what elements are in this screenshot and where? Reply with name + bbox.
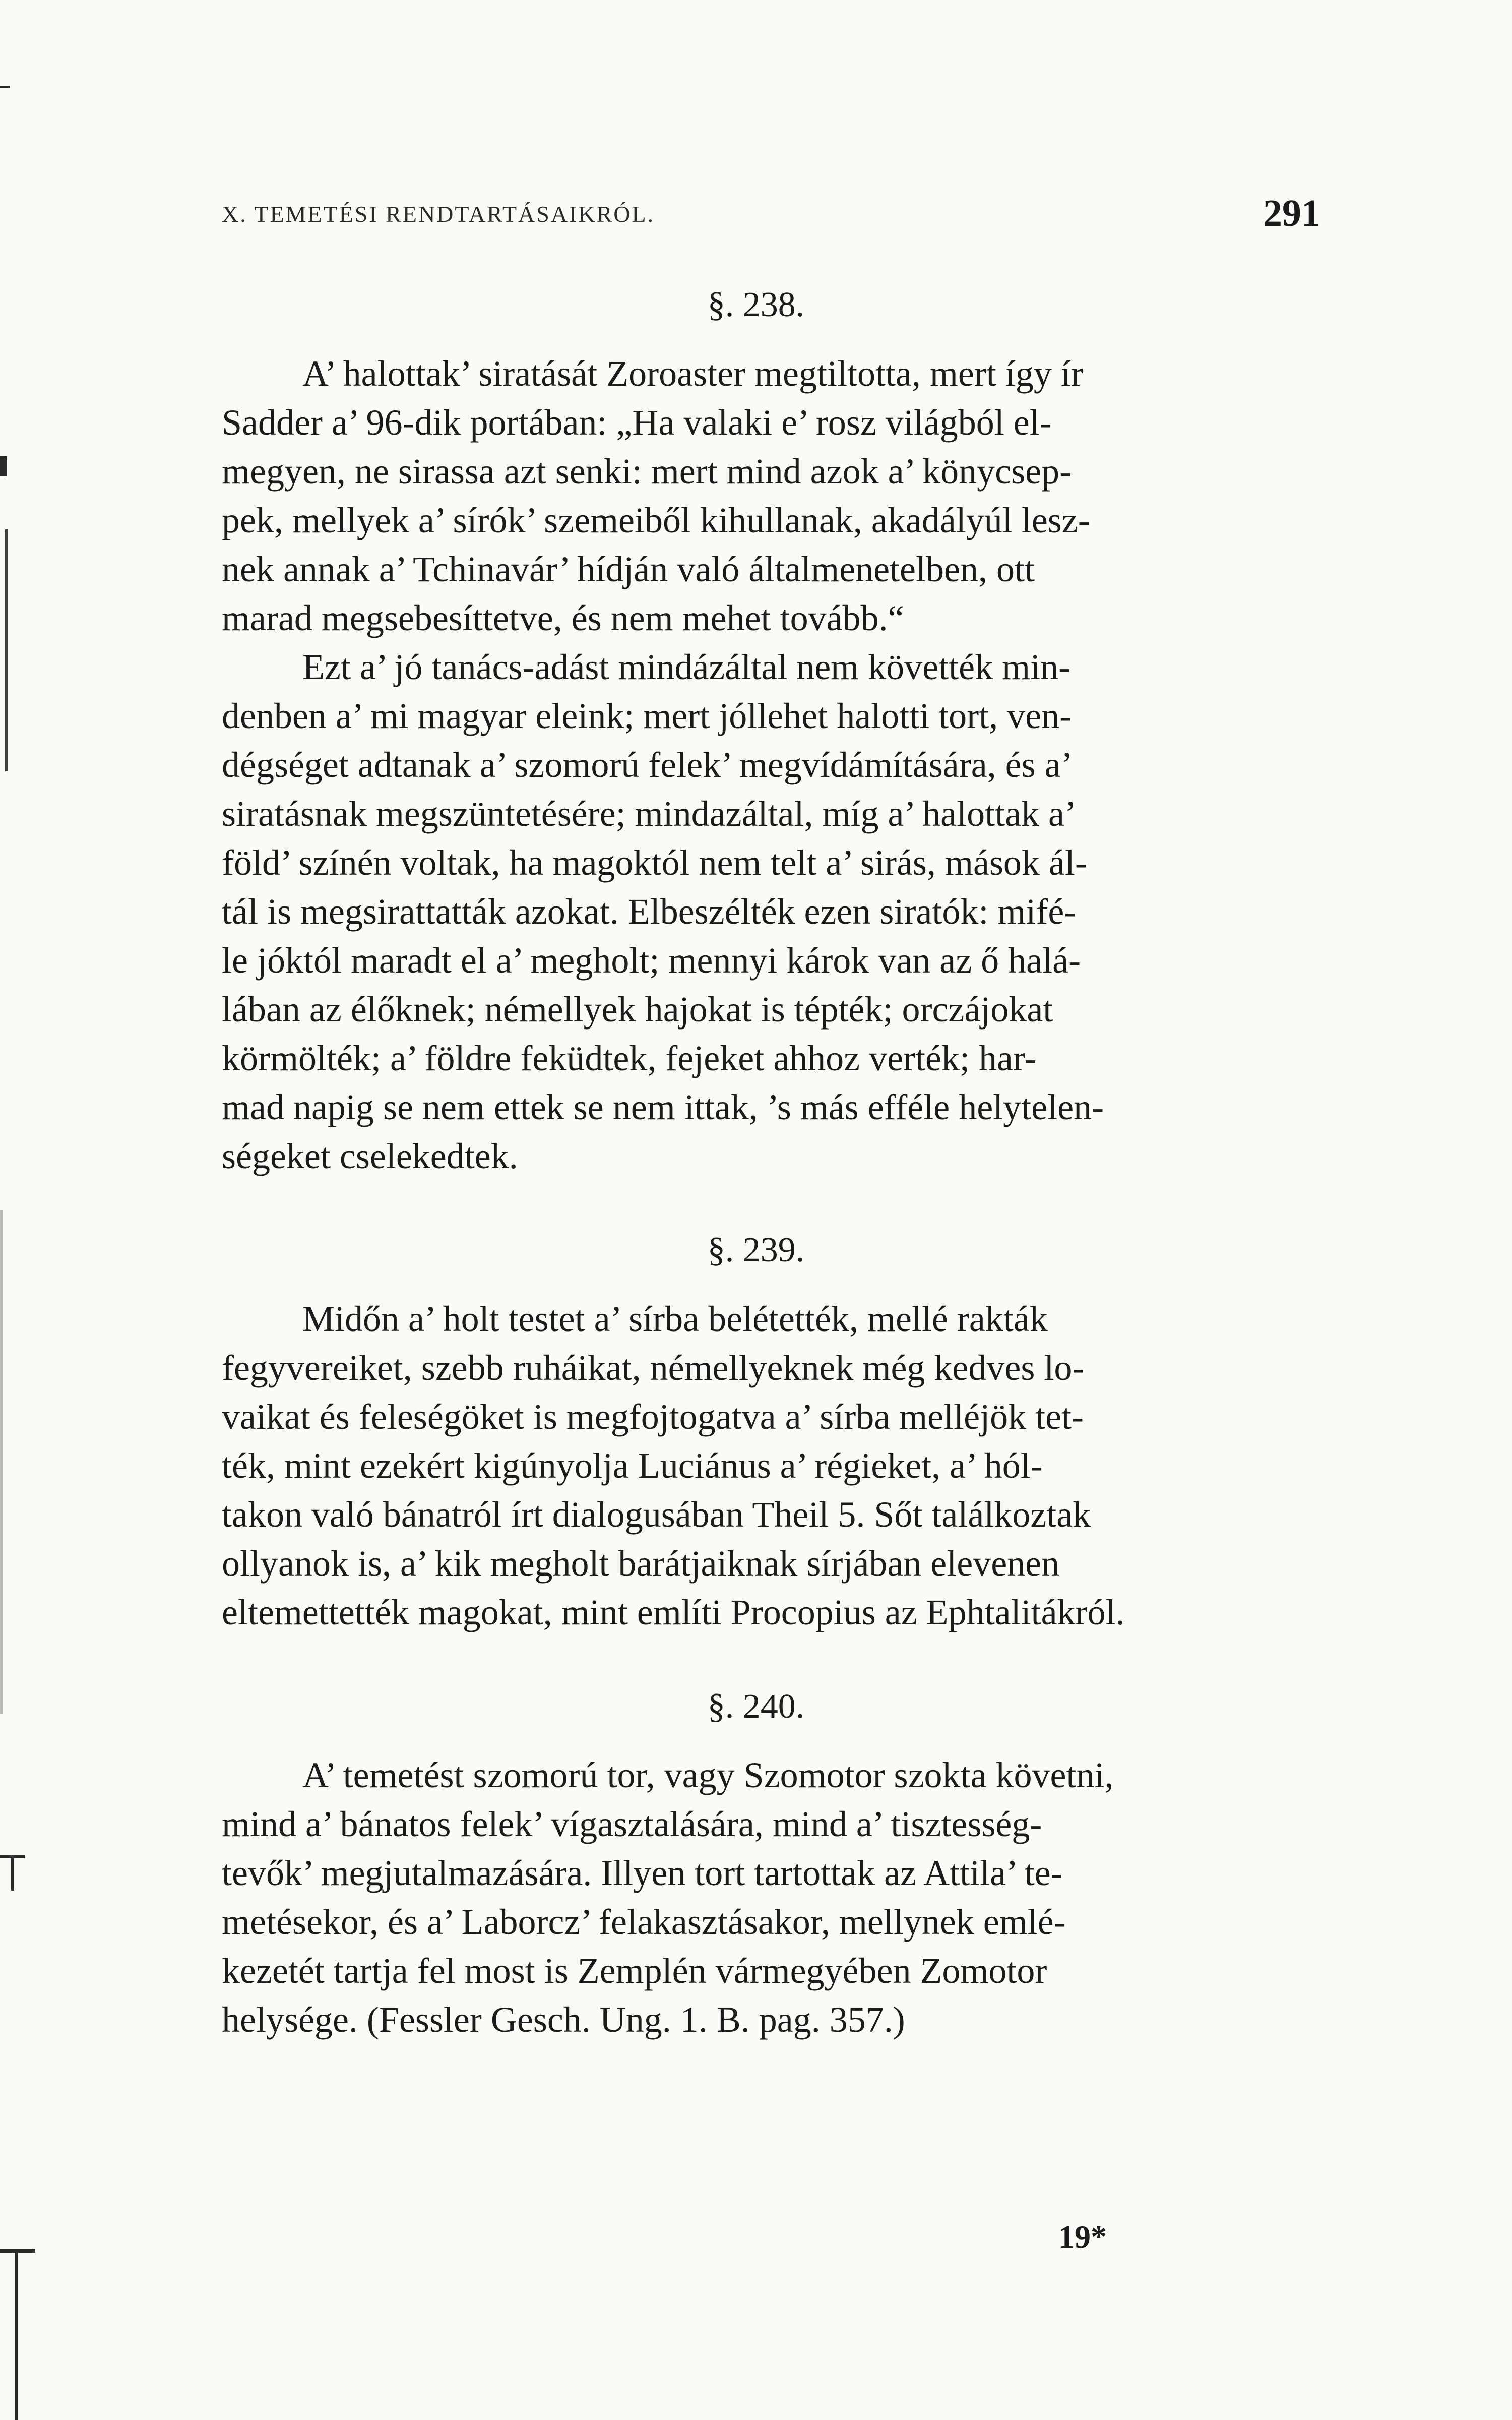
section-title: §. 240.	[707, 1687, 805, 1726]
scan-edge-mark	[15, 2249, 18, 2420]
text-line: föld’ színén voltak, ha magoktól nem telt a’ sirás, mások ál-	[222, 842, 1087, 883]
text-line: megyen, ne sirassa azt senki: mert mind azok a’ könycsep-	[222, 451, 1072, 492]
text-line: mad napig se nem ettek se nem ittak, ’s más efféle helytelen-	[222, 1087, 1104, 1127]
scan-edge-mark	[0, 456, 7, 476]
text-line: A’ temetést szomorú tor, vagy Szomotor szokta követni,	[302, 1755, 1114, 1795]
text-line: denben a’ mi magyar eleink; mert jóllehet halotti tort, ven-	[222, 696, 1072, 736]
text-line: fegyvereiket, szebb ruháikat, némellyeknek még kedves lo-	[222, 1348, 1085, 1388]
text-line: dégséget adtanak a’ szomorú felek’ megvídámítására, és a’	[222, 745, 1073, 785]
text-line: metésekor, és a’ Laborcz’ felakasztásakor, mellynek emlé-	[222, 1902, 1066, 1942]
text-line: Ezt a’ jó tanács-adást mindázáltal nem követték min-	[302, 647, 1071, 687]
scan-edge-mark	[0, 1210, 3, 1714]
text-line: takon való bánatról írt dialogusában Theil 5. Sőt találkoztak	[222, 1494, 1091, 1535]
text-line: körmölték; a’ földre feküdtek, fejeket ahhoz verték; har-	[222, 1038, 1037, 1078]
text-line: siratásnak megszüntetésére; mindazáltal, míg a’ halottak a’	[222, 794, 1077, 834]
running-header	[222, 192, 1320, 247]
text-line: pek, mellyek a’ sírók’ szemeiből kihullanak, akadályúl lesz-	[222, 500, 1090, 540]
section-title: §. 238.	[707, 285, 805, 324]
page-number: 291	[1263, 192, 1320, 234]
text-line: le jóktól maradt el a’ megholt; mennyi károk van az ő halá-	[222, 940, 1081, 981]
text-line: marad megsebesíttetve, és nem mehet tovább.“	[222, 598, 904, 638]
text-line: ték, mint ezekért kigúnyolja Luciánus a’ régieket, a’ hól-	[222, 1445, 1043, 1486]
text-line: Sadder a’ 96-dik portában: „Ha valaki e’ rosz világból el-	[222, 402, 1052, 443]
text-line: ségeket cselekedtek.	[222, 1136, 518, 1176]
scan-edge-mark	[11, 1855, 14, 1891]
text-line: Midőn a’ holt testet a’ sírba belétették, mellé rakták	[302, 1299, 1048, 1339]
scan-edge-mark	[0, 86, 10, 88]
text-line: A’ halottak’ siratását Zoroaster megtiltotta, mert így ír	[302, 353, 1083, 394]
text-line: helysége. (Fessler Gesch. Ung. 1. B. pag. 357.)	[222, 2000, 905, 2040]
text-line: mind a’ bánatos felek’ vígasztalására, mind a’ tisztesség-	[222, 1804, 1042, 1844]
text-line: eltemettették magokat, mint említi Procopius az Ephtalitákról.	[222, 1592, 1125, 1632]
signature-mark: 19*	[1058, 2219, 1107, 2255]
running-title: X. TEMETÉSI RENDTARTÁSAIKRÓL.	[222, 201, 655, 227]
text-line: ollyanok is, a’ kik megholt barátjaiknak sírjában elevenen	[222, 1543, 1060, 1584]
scan-edge-mark	[5, 529, 8, 771]
text-line: tevők’ megjutalmazására. Illyen tort tartottak az Attila’ te-	[222, 1853, 1063, 1893]
text-line: kezetét tartja fel most is Zemplén vármegyében Zomotor	[222, 1951, 1047, 1991]
text-line: nek annak a’ Tchinavár’ hídján való általmenetelben, ott	[222, 549, 1035, 589]
text-line: vaikat és feleségöket is megfojtogatva a’ sírba melléjök tet-	[222, 1397, 1084, 1437]
text-line: tál is megsirattatták azokat. Elbeszélték ezen siratók: mifé-	[222, 891, 1077, 932]
text-line: lában az élőknek; némellyek hajokat is tépték; orczájokat	[222, 989, 1053, 1030]
section-title: §. 239.	[707, 1231, 805, 1269]
